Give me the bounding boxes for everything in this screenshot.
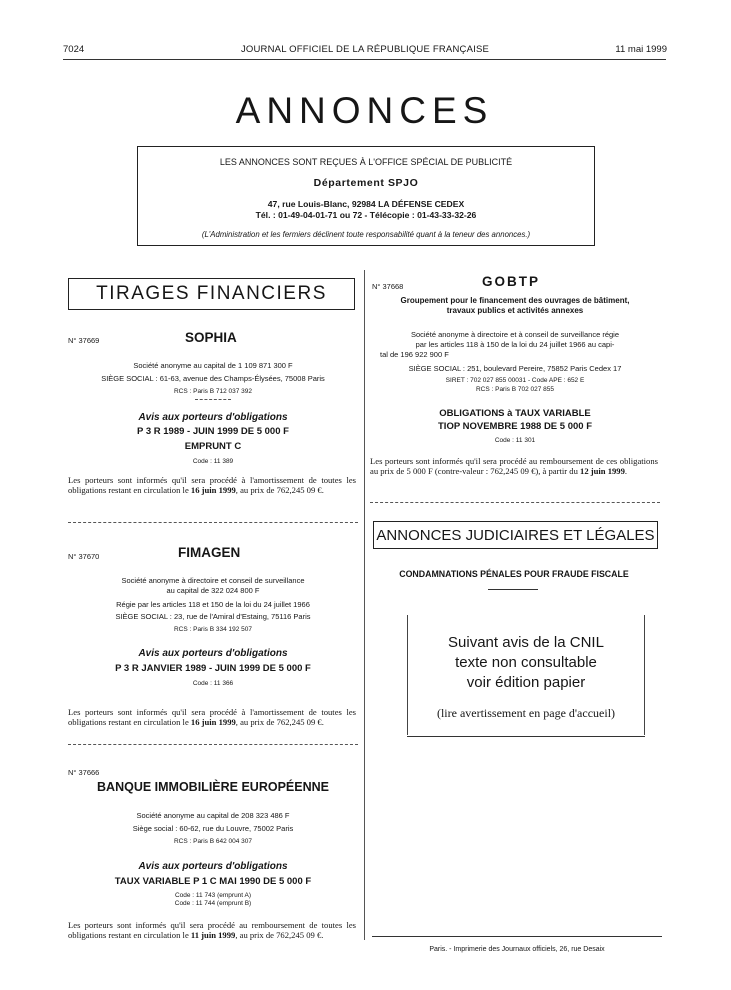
fimagen-code: Code : 11 366 — [192, 680, 234, 687]
office-line: LES ANNONCES SONT REÇUES À L'OFFICE SPÉCIAL DE PUBLICITÉ — [219, 157, 513, 167]
office-address: 47, rue Louis-Blanc, 92984 LA DÉFENSE CEDEX — [267, 199, 465, 209]
banque-name: BANQUE IMMOBILIÈRE EUROPÉENNE — [97, 780, 329, 794]
fimagen-avis: Avis aux porteurs d'obligations — [138, 648, 288, 659]
fimagen-name: FIMAGEN — [178, 545, 241, 560]
page-number: 7024 — [63, 44, 85, 55]
sophia-end-rule — [68, 522, 358, 523]
office-phones: Tél. : 01-49-04-01-71 ou 72 - Télécopie : 01-43-33-32-26 — [255, 210, 477, 220]
column-divider — [364, 270, 365, 940]
banque-code-b: Code : 11 744 (emprunt B) — [174, 900, 252, 907]
imprimerie-footer: Paris. - Imprimerie des Journaux officiels, 26, rue Desaix — [429, 946, 605, 953]
gobtp-code: Code : 11 301 — [494, 437, 536, 444]
gobtp-siret: SIRET : 702 027 855 00031 - Code APE : 652 E — [445, 377, 585, 384]
fimagen-notice: Les porteurs sont informés qu'il sera procédé à l'amortissement de toutes les obligations restant en circulation le 16 juin 1999, au prix de 762,245 09 €. — [68, 707, 356, 727]
sophia-siege: SIÈGE SOCIAL : 61-63, avenue des Champs-Élysées, 75008 Paris — [101, 374, 325, 383]
fimagen-issue: P 3 R JANVIER 1989 - JUIN 1999 DE 5 000 F — [115, 663, 311, 674]
gobtp-number: N° 37668 — [372, 282, 404, 291]
sophia-number: N° 37669 — [68, 336, 100, 345]
condamnations-rule — [488, 589, 538, 590]
gobtp-sub1: Groupement pour le financement des ouvrages de bâtiment, — [400, 296, 630, 305]
condamnations-title: CONDAMNATIONS PÉNALES POUR FRAUDE FISCALE — [399, 569, 629, 579]
tirages-title: TIRAGES FINANCIERS — [96, 283, 327, 304]
banque-code-a: Code : 11 743 (emprunt A) — [174, 892, 252, 899]
banque-capital: Société anonyme au capital de 208 323 486 F — [136, 811, 290, 820]
fimagen-regie: Régie par les articles 118 et 150 de la loi du 24 juillet 1966 — [116, 600, 310, 609]
sophia-emprunt: EMPRUNT C — [184, 441, 242, 452]
header-rule — [63, 59, 666, 60]
judiciaires-title: ANNONCES JUDICIAIRES ET LÉGALES — [376, 527, 655, 544]
fimagen-rcs: RCS : Paris B 334 192 507 — [173, 626, 253, 633]
gobtp-articles: par les articles 118 à 150 de la loi du 24 juillet 1966 au capi- — [415, 340, 615, 349]
gobtp-siege: SIÈGE SOCIAL : 251, boulevard Pereire, 75852 Paris Cedex 17 — [408, 364, 622, 373]
gobtp-end-rule — [370, 502, 660, 503]
sophia-notice: Les porteurs sont informés qu'il sera procédé à l'amortissement de toutes les obligations restant en circulation le 16 juin 1999, au prix de 762,245 09 €. — [68, 475, 356, 495]
footer-rule — [372, 936, 662, 937]
issue-date: 11 mai 1999 — [615, 44, 667, 55]
cnil-bottom-border — [407, 736, 645, 737]
cnil-line1: Suivant avis de la CNIL — [448, 634, 604, 651]
sophia-issue: P 3 R 1989 - JUIN 1999 DE 5 000 F — [137, 426, 289, 437]
sophia-name: SOPHIA — [185, 330, 237, 345]
sophia-rule — [195, 399, 231, 400]
fimagen-number: N° 37670 — [68, 552, 100, 561]
office-box — [137, 146, 595, 246]
banque-notice: Les porteurs sont informés qu'il sera procédé au remboursement de toutes les obligations restant en circulation le 11 juin 1999, au prix de 762,245 09 €. — [68, 920, 356, 940]
cnil-line3: voir édition papier — [466, 674, 586, 691]
gobtp-type: Société anonyme à directoire et à conseil de surveillance régie — [410, 330, 620, 339]
gobtp-capital: tal de 196 922 900 F — [380, 350, 449, 359]
banque-issue: TAUX VARIABLE P 1 C MAI 1990 DE 5 000 F — [114, 876, 312, 887]
disclaimer: (L'Administration et les fermiers déclinent toute responsabilité quant à la teneur des annonces.) — [201, 230, 531, 239]
fimagen-type: Société anonyme à directoire et conseil de surveillance — [121, 576, 305, 585]
banque-number: N° 37666 — [68, 768, 100, 777]
gobtp-issue2: TIOP NOVEMBRE 1988 DE 5 000 F — [438, 421, 592, 432]
sophia-code: Code : 11 389 — [192, 458, 234, 465]
fimagen-capital: au capital de 322 024 800 F — [166, 586, 260, 595]
gobtp-notice: Les porteurs sont informés qu'il sera procédé au remboursement de ces obligations au prix de 5 000 F (contre-valeur : 762,245 09 €), à partir du 12 juin 1999. — [370, 456, 658, 476]
fimagen-siege: SIÈGE SOCIAL : 23, rue de l'Amiral d'Estaing, 75116 Paris — [115, 612, 311, 621]
gobtp-issue1: OBLIGATIONS à TAUX VARIABLE — [439, 408, 591, 419]
cnil-line2: texte non consultable — [455, 654, 597, 671]
sophia-rcs: RCS : Paris B 712 037 392 — [173, 388, 253, 395]
banque-siege: Siège social : 60-62, rue du Louvre, 75002 Paris — [132, 824, 294, 833]
annonces-title: ANNONCES — [235, 90, 494, 131]
department-name: Département SPJO — [313, 177, 419, 189]
banque-rcs: RCS : Paris B 642 004 307 — [173, 838, 253, 845]
tirages-box — [68, 278, 355, 310]
banque-avis: Avis aux porteurs d'obligations — [138, 861, 288, 872]
journal-title: JOURNAL OFFICIEL DE LA RÉPUBLIQUE FRANÇAISE — [240, 44, 490, 55]
sophia-capital: Société anonyme au capital de 1 109 871 300 F — [133, 361, 293, 370]
gobtp-name: GOBTP — [482, 274, 541, 289]
cnil-note: (lire avertissement en page d'accueil) — [436, 706, 616, 720]
fimagen-end-rule — [68, 744, 358, 745]
sophia-avis: Avis aux porteurs d'obligations — [138, 412, 288, 423]
gobtp-sub2: travaux publics et activités annexes — [446, 306, 584, 315]
judiciaires-box — [373, 521, 658, 549]
gobtp-rcs: RCS : Paris B 702 027 855 — [475, 386, 555, 393]
